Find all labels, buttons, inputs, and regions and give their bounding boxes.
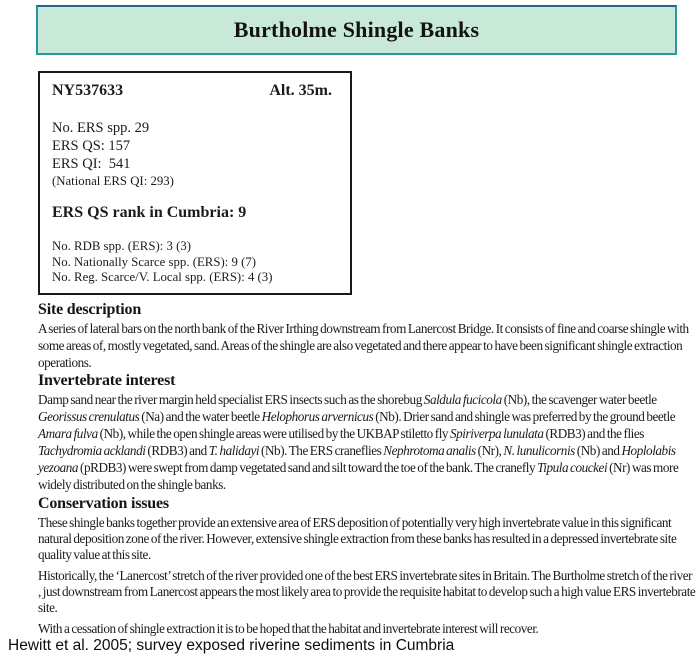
conservation-paragraph-1: These shingle banks together provide an extensive area of ERS deposition of potentially very high invertebrate value in this significant natural deposition zone of the river. However, extensive shingle extraction from these banks has resulted in a depressed invertebrate site quality value at this site. [38, 515, 677, 562]
ers-qi-line: ERS QI: 541 [52, 156, 131, 172]
ers-qs-line: ERS QS: 157 [52, 138, 131, 154]
ers-stats-group [52, 119, 338, 189]
conservation-paragraph-2: Historically, the ‘Lanercost’ stretch of the river provided one of the best ERS invertebrate sites in Britain. The Burtholme stretch of the river , just downstream from Lanercost appears the most likely area to provide the requisite habitat to develop such a high value ERS invertebrate site. [38, 568, 696, 615]
altitude-value: Alt. 35m. [269, 82, 332, 99]
conservation-issues-heading: Conservation issues [38, 495, 169, 512]
national-qi-line: (National ERS QI: 293) [52, 174, 174, 188]
invertebrate-interest-heading: Invertebrate interest [38, 372, 176, 389]
title-banner [36, 5, 677, 55]
scarce-species-group [52, 239, 338, 286]
grid-reference: NY537633 [52, 82, 124, 99]
cumbria-rank-line: ERS QS rank in Cumbria: 9 [52, 204, 247, 221]
ers-spp-line: No. ERS spp. 29 [52, 120, 150, 136]
site-description-heading: Site description [38, 301, 142, 318]
regionally-scarce-line: No. Reg. Scarce/V. Local spp. (ERS): 4 (3) [52, 270, 273, 284]
page-title: Burtholme Shingle Banks [233, 17, 480, 42]
invertebrate-interest-paragraph: Damp sand near the river margin held specialist ERS insects such as the shorebug Saldula fucicola (Nb), the scavenger water beetle Georissus crenulatus (Na) and the water beetle Helophorus arvernicus (Nb). Drier sand and shingle was preferred by the ground beetle Amara fulva (Nb), while the open shingle areas were utilised by the UKBAP stiletto fly Spiriverpa lunulata (RDB3) and the flies Tachydromia acklandi (RDB3) and T. halidayi (Nb). The ERS craneflies Nephrotoma analis (Nr), N. lunulicornis (Nb) and Hoplolabis yezoana (pRDB3) were swept from damp vegetated sand and silt toward the toe of the bank. The cranefly Tipula couckei (Nr) was more widely distributed on the shingle banks. [38, 392, 679, 492]
section-invertebrate-interest [38, 372, 696, 493]
site-stats-box [38, 71, 352, 295]
figure-caption: Hewitt et al. 2005; survey exposed riverine sediments in Cumbria [8, 637, 455, 654]
nationally-scarce-line: No. Nationally Scarce spp. (ERS): 9 (7) [52, 254, 256, 269]
site-description-paragraph: A series of lateral bars on the north bank of the River Irthing downstream from Lanercost Bridge. It consists of fine and coarse shingle with some areas of, mostly vegetated, sand. Areas of the shingle are also vegetated and there appear to have been significant shingle extraction operations. [38, 321, 689, 370]
conservation-paragraph-3: With a cessation of shingle extraction it is to be hoped that the habitat and invertebrate interest will recover. [38, 621, 539, 636]
stats-header-row [52, 82, 338, 100]
section-conservation-issues [38, 495, 696, 637]
section-site-description [38, 301, 696, 371]
rdb-spp-line: No. RDB spp. (ERS): 3 (3) [52, 239, 191, 253]
